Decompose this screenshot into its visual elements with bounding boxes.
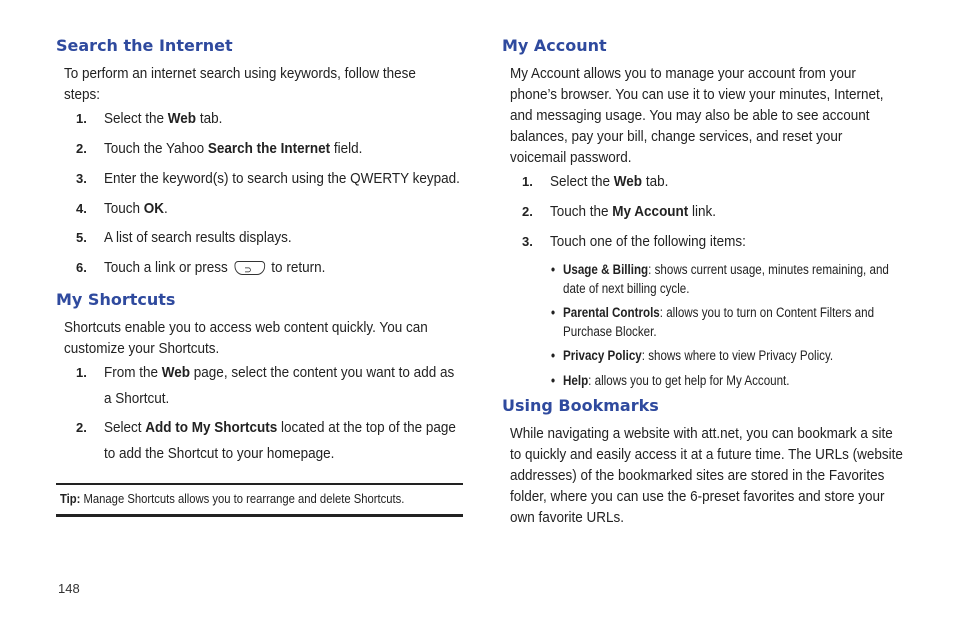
step-text: Touch <box>104 200 144 217</box>
search-intro: To perform an internet search using keywords, follow these steps: <box>64 65 416 103</box>
step-text: . <box>164 200 168 217</box>
step-number: 1. <box>522 174 533 189</box>
account-intro: My Account allows you to manage your account from your phone’s browser. You can use it to view your minutes, Internet, and messaging usage. You may also be able to see account balances, pay your bill, change services, and reset your voicemail password. <box>510 65 884 166</box>
bullet-text: : shows current usage, minutes remaining, and date of next billing cycle. <box>563 262 889 296</box>
bullet-dot: • <box>550 373 556 388</box>
bullet-dot: • <box>550 305 556 320</box>
step-number: 3. <box>76 171 87 186</box>
step-bold: Web <box>161 364 191 381</box>
step-bold: Add to My Shortcuts <box>145 419 278 436</box>
bullet-text: : allows you to turn on Content Filters and Purchase Blocker. <box>563 305 875 339</box>
step-bold: Web <box>613 173 643 190</box>
back-key-icon <box>234 261 265 275</box>
tip-text: Manage Shortcuts allows you to rearrange and delete Shortcuts. <box>80 492 405 506</box>
step-text: A list of search results displays. <box>104 229 292 246</box>
step-number: 6. <box>76 260 87 275</box>
bookmarks-intro: While navigating a website with att.net, you can bookmark a site to quickly and easily access it at a future time. The URLs (website addresses) of the bookmarked sites are stored in the Favorites folder, where you can use the 6-preset favorites and store your own favorite URLs. <box>510 425 903 526</box>
step-text: Select the <box>104 110 168 127</box>
heading-using-bookmarks: Using Bookmarks <box>502 396 659 415</box>
step-text: field. <box>330 140 363 157</box>
heading-search-internet: Search the Internet <box>56 36 233 55</box>
shortcuts-intro: Shortcuts enable you to access web content quickly. You can customize your Shortcuts. <box>64 319 428 357</box>
bullet-bold: Privacy Policy <box>563 348 642 363</box>
bullet-text: : allows you to get help for My Account. <box>588 373 790 388</box>
tip-rule-bottom <box>56 514 463 517</box>
step-text: Select <box>104 419 146 436</box>
step-text: to return. <box>267 259 326 276</box>
step-number: 2. <box>76 141 87 156</box>
step-text: Touch the <box>550 203 613 220</box>
page-number: 148 <box>58 581 80 596</box>
step-text: From the <box>104 364 162 381</box>
step-number: 2. <box>76 420 87 435</box>
heading-my-shortcuts: My Shortcuts <box>56 290 176 309</box>
step-text: Touch the Yahoo <box>104 140 208 157</box>
bullet-bold: Usage & Billing <box>563 262 649 277</box>
step-text: located at the top of the page to add the Shortcut to your homepage. <box>104 419 456 462</box>
step-text: tab. <box>642 173 669 190</box>
step-text: Touch one of the following items: <box>550 233 746 250</box>
tip-rule-top <box>56 483 463 485</box>
step-bold: OK <box>143 200 165 217</box>
step-number: 3. <box>522 234 533 249</box>
step-bold: Search the Internet <box>207 140 331 157</box>
step-text: link. <box>688 203 717 220</box>
step-number: 1. <box>76 365 87 380</box>
account-bullet-privacy <box>550 346 907 365</box>
tip-box <box>60 492 404 506</box>
step-text: page, select the content you want to add as a Shortcut. <box>104 364 455 407</box>
account-bullet-parental <box>550 303 894 341</box>
step-number: 5. <box>76 230 87 245</box>
bullet-dot: • <box>550 262 556 277</box>
step-number: 2. <box>522 204 533 219</box>
step-text: tab. <box>196 110 223 127</box>
step-text: Enter the keyword(s) to search using the QWERTY keypad. <box>104 170 460 187</box>
bullet-bold: Help <box>563 373 589 388</box>
step-text: Select the <box>550 173 614 190</box>
step-number: 1. <box>76 111 87 126</box>
step-text: Touch a link or press <box>104 259 232 276</box>
heading-my-account: My Account <box>502 36 607 55</box>
tip-label: Tip: <box>60 492 81 506</box>
step-bold: Web <box>167 110 197 127</box>
bullet-dot: • <box>550 348 556 363</box>
step-number: 4. <box>76 201 87 216</box>
bullet-bold: Parental Controls <box>563 305 660 320</box>
account-bullet-help <box>550 371 907 390</box>
bullet-text: : shows where to view Privacy Policy. <box>641 348 834 363</box>
step-bold: My Account <box>612 203 689 220</box>
account-bullet-usage <box>550 260 894 298</box>
